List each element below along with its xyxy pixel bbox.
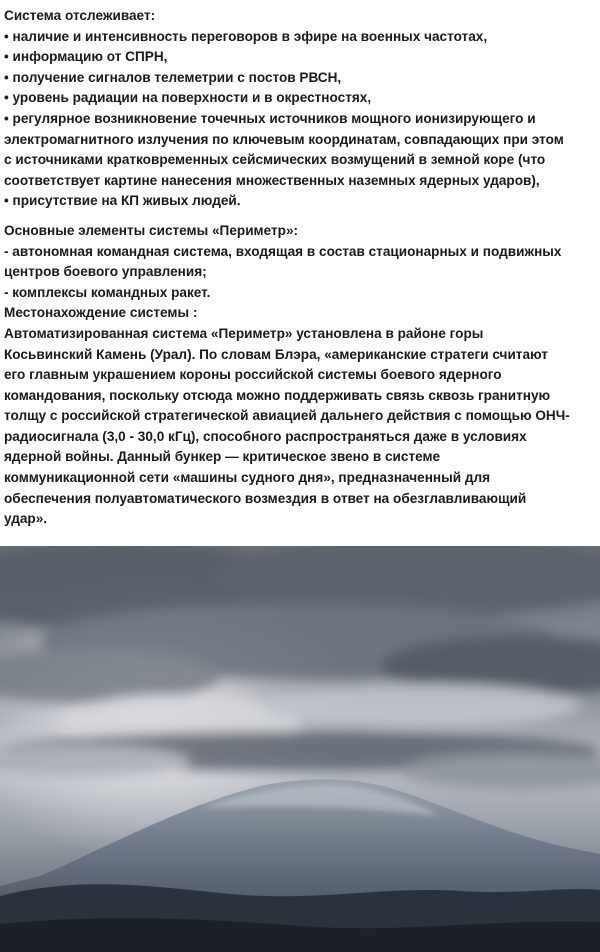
location-heading: Местонахождение системы : [4,305,198,321]
article-text [4,6,598,530]
elements-line: - комплексы командных ракет. [4,284,211,300]
tracking-line: соответствует картине нанесения множественных наземных ядерных ударов), [4,172,540,188]
location-line: Автоматизированная система «Периметр» установлена в районе горы [4,325,484,341]
tracking-line: • наличие и интенсивность переговоров в эфире на военных частотах, [4,28,488,44]
elements-heading: Основные элементы системы «Периметр»: [4,222,299,238]
location-line: радиосигнала (3,0 - 30,0 кГц), способного распространяться даже в условиях [4,428,527,444]
tracking-list [4,27,598,212]
tracking-line: электромагнитного излучения по ключевым координатам, совпадающих при этом [4,131,564,147]
tracking-line: с источниками кратковременных сейсмических возмущений в земной коре (что [4,152,546,168]
location-line: коммуникационной сети «машины судного дня», предназначенный для [4,470,491,486]
location-line: обеспечения полуавтоматического возмездия в ответ на обезглавливающий [4,490,527,506]
tracking-heading: Система отслеживает: [4,8,156,23]
elements-list [4,242,598,304]
location-line: ядерной войны. Данный бункер — критическое звено в системе [4,449,441,465]
elements-line: центров боевого управления; [4,264,207,280]
location-line: командования, поскольку отсюда можно поддерживать связь сквозь гранитную [4,387,551,403]
location-line: удар». [4,511,48,527]
location-line: толщу с российской стратегической авиацией дальнего действия с помощью ОНЧ- [4,408,570,424]
tracking-line: • уровень радиации на поверхности и в окрестностях, [4,90,372,106]
tracking-line: • регулярное возникновение точечных источников мощного ионизирующего и [4,110,536,126]
location-line: Косьвинский Камень (Урал). По словам Блэра, «американские стратеги считают [4,346,548,362]
elements-line: - автономная командная система, входящая в состав стационарных и подвижных [4,243,562,259]
mountain-landscape-photo [0,546,600,952]
tracking-line: • присутствие на КП живых людей. [4,193,241,209]
clouds [0,546,600,789]
location-paragraph [4,324,598,530]
tracking-line: • получение сигналов телеметрии с постов РВСН, [4,69,342,85]
tracking-line: • информацию от СПРН, [4,49,168,65]
location-line: его главным украшением короны российской системы боевого ядерного [4,367,502,383]
